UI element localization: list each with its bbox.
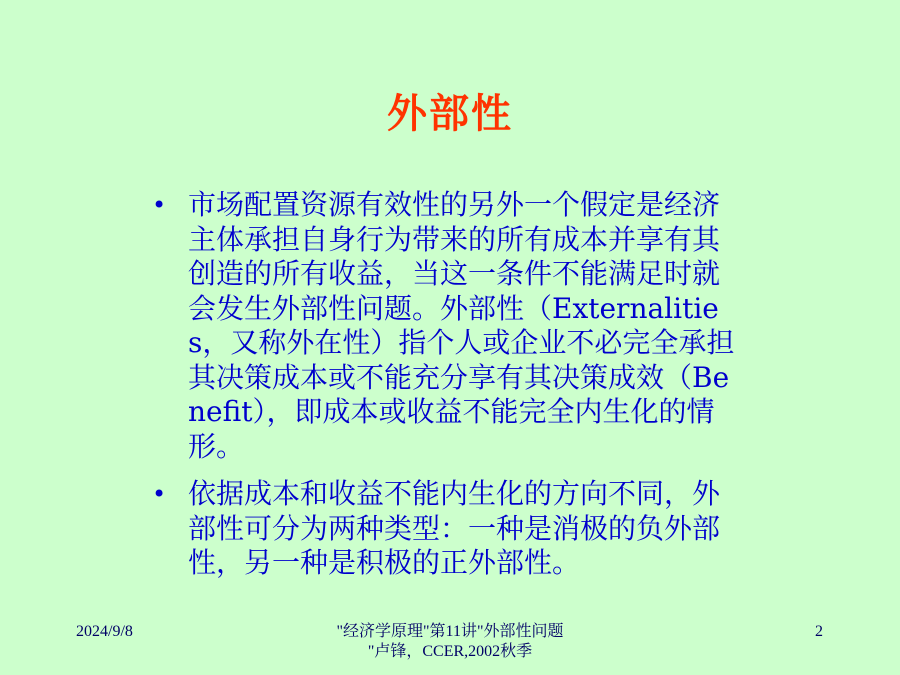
footer-center-text — [300, 622, 600, 662]
bullet-item — [146, 477, 736, 581]
bullet-dot-icon: • — [152, 480, 167, 508]
footer-date: 2024/9/8 — [76, 623, 133, 640]
page-number: 2 — [815, 623, 823, 640]
bullet-text: 依据成本和收益不能内生化的方向不同，外部性可分为两种类型：一种是消极的负外部性，另一种是积极的正外部性。 — [188, 477, 721, 579]
slide-title: 外部性 — [387, 90, 513, 137]
footer-center-line1: "经济学原理"第11讲"外部性问题 — [336, 623, 564, 640]
bullet-item — [146, 188, 736, 464]
bullet-dot-icon: • — [152, 191, 167, 219]
bullet-list — [146, 188, 736, 594]
footer-center-line2: "卢锋，CCER,2002秋季 — [367, 643, 533, 660]
bullet-text: 市场配置资源有效性的另外一个假定是经济主体承担自身行为带来的所有成本并享有其创造的所有收益，当这一条件不能满足时就会发生外部性问题。外部性（Externalities，又称外在性）指个人或企业不必完全承担其决策成本或不能充分享有其决策成效（Benefit），即成本或收益不能完全内生化的情形。 — [188, 188, 735, 463]
